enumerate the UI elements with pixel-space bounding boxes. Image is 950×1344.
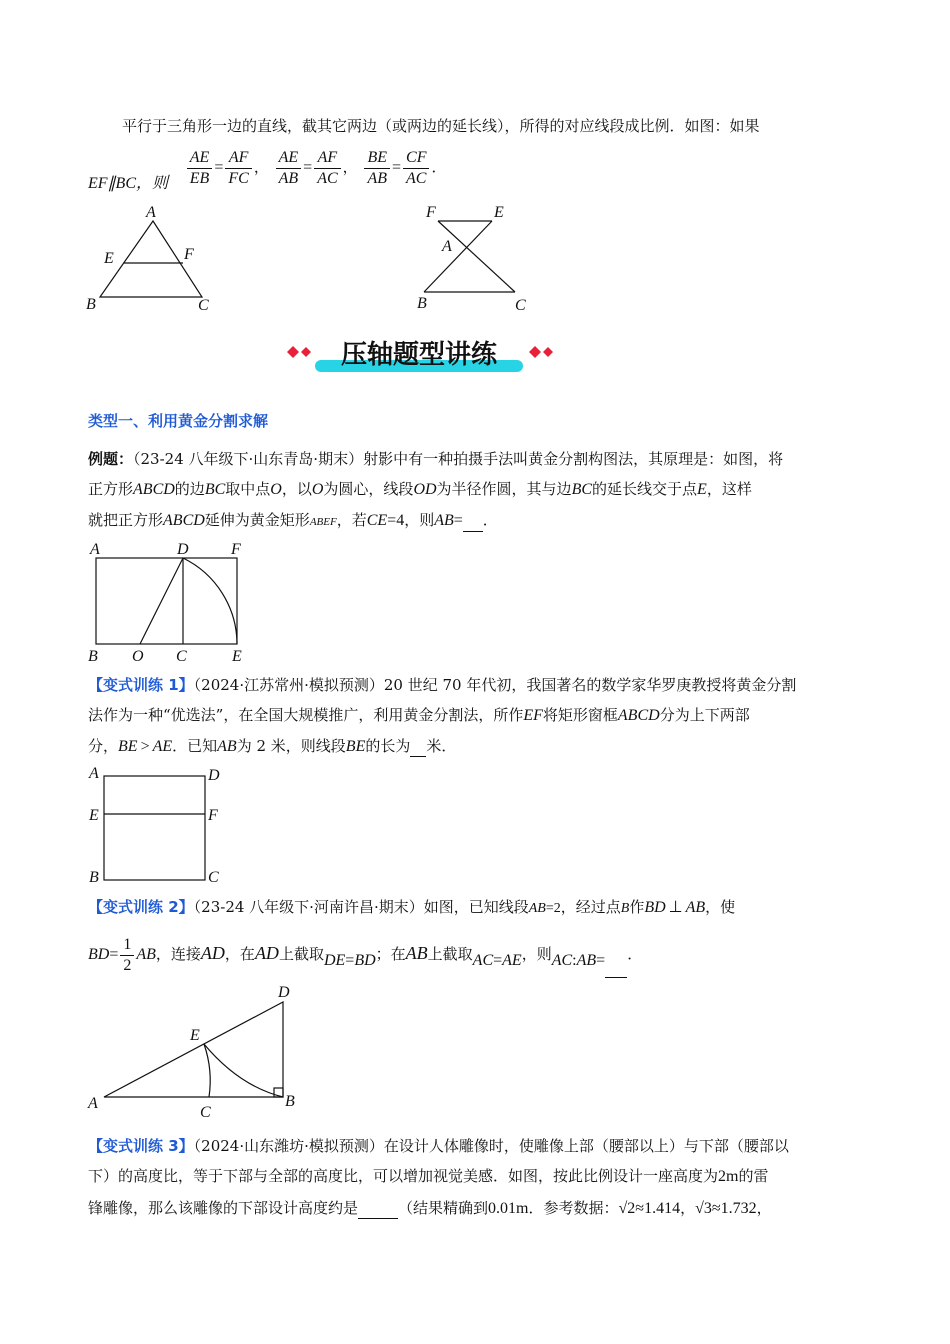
- point-label-c: C: [515, 297, 526, 314]
- example-label: 例题：: [88, 450, 134, 468]
- point-label-f: F: [208, 807, 218, 824]
- rectangle-abcd: [104, 776, 205, 880]
- segment-fc: [438, 221, 515, 292]
- point-label-c: C: [176, 648, 187, 665]
- fraction: $\frac{AE}{EB}$: [187, 148, 213, 189]
- figure-golden-rectangle: [84, 538, 254, 666]
- theorem-condition: EF∥BC，则: [88, 175, 168, 192]
- point-label-e: E: [232, 648, 242, 665]
- banner-title: 压轴题型讲练: [340, 340, 498, 370]
- diamond-left-icon: [287, 346, 311, 358]
- variant-2-label: 【变式训练 2】: [88, 898, 194, 916]
- variant-2-line-1: 【变式训练 2】（23-24 八年级下·河南许昌·期末）如图，已知线段AB=2，经过点B作BD ⊥ AB，使: [88, 898, 736, 916]
- variant-3-line-3: 锋雕像，那么该雕像的下部设计高度约是 （结果精确到0.01m．参考数据：√2≈1.414，√3≈1.732，: [88, 1199, 772, 1217]
- segment-od: [140, 558, 183, 644]
- point-label-f: F: [426, 204, 436, 221]
- example-line-2: 正方形ABCD的边BC取中点O，以O为圆心，线段OD为半径作圆，其与边BC的延长线交于点E，这样: [88, 480, 752, 498]
- variant-2-line-2: BD= $\frac{1}{2}$ AB，连接AD，在AD上截取DE=BD；在AB上截取AC=AE，则AC:AB= ．: [88, 930, 642, 976]
- variant-1-line-2: 法作为一种“优选法”，在全国大规模推广，利用黄金分割法，所作EF将矩形窗框ABCD分为上下两部: [88, 706, 750, 724]
- answer-blank: [358, 1202, 398, 1219]
- point-label-c: C: [200, 1104, 211, 1121]
- point-label-d: D: [278, 984, 290, 1001]
- triangle-abd: [104, 1002, 283, 1097]
- variant-3-line-1: 【变式训练 3】（2024·山东潍坊·模拟预测）在设计人体雕像时，使雕像上部（腰部以上）与下部（腰部以: [88, 1137, 789, 1155]
- point-label-b: B: [86, 296, 96, 313]
- answer-blank: [605, 953, 627, 978]
- example-line-1: 例题：（23-24 八年级下·山东青岛·期末）射影中有一种拍摄手法叫黄金分割构图法，其原理是：如图，将: [88, 450, 784, 468]
- figure-window-rectangle: [84, 762, 234, 890]
- point-label-c: C: [208, 869, 219, 886]
- variant-3-line-2: 下）的高度比，等于下部与全部的高度比，可以增加视觉美感．如图，按此比例设计一座高度为2m的雷: [88, 1167, 769, 1185]
- point-label-b: B: [285, 1093, 295, 1110]
- point-label-d: D: [208, 767, 220, 784]
- variant-1-line-1: 【变式训练 1】（2024·江苏常州·模拟预测）20 世纪 70 年代初，我国著名的数学家华罗庚教授将黄金分割: [88, 676, 797, 694]
- point-label-a: A: [88, 1095, 98, 1112]
- point-label-b: B: [417, 295, 427, 312]
- fraction: $\frac{CF}{AC}$: [403, 148, 429, 189]
- theorem-formula-line: $\frac{AE}{EB}$ = $\frac{AF}{FC}$ ， $\frac{AE}{AB}$ = $\frac{AF}{AC}$ ， $\frac{BE}{AB}$ = $\frac{CF}{AC}$ ．: [88, 144, 446, 190]
- point-label-e: E: [190, 1027, 200, 1044]
- segment-eb: [424, 221, 492, 292]
- figure-hourglass: [412, 200, 542, 315]
- point-label-a: A: [442, 238, 452, 255]
- arc-de: [183, 558, 237, 644]
- point-label-f: F: [184, 246, 194, 263]
- diamond-right-icon: [529, 346, 553, 358]
- fraction: $\frac{AF}{AC}$: [314, 148, 340, 189]
- point-label-e: E: [104, 250, 114, 267]
- fraction: $\frac{AF}{FC}$: [225, 148, 251, 189]
- point-label-a: A: [89, 765, 99, 782]
- fraction: $\frac{AE}{AB}$: [276, 148, 302, 189]
- fraction: $\frac{BE}{AB}$: [364, 148, 390, 189]
- variant-1-label: 【变式训练 1】: [88, 676, 194, 694]
- point-label-a: A: [90, 541, 100, 558]
- theorem-text: 平行于三角形一边的直线，截其它两边（或两边的延长线），所得的对应线段成比例．如图：如果: [122, 117, 760, 135]
- point-label-o: O: [132, 648, 144, 665]
- fraction-one-half: $\frac{1}{2}$: [120, 935, 134, 976]
- point-label-f: F: [231, 541, 241, 558]
- point-label-b: B: [88, 648, 98, 665]
- arc-ec: [204, 1044, 210, 1097]
- section-banner: [275, 330, 575, 380]
- point-label-a: A: [146, 204, 156, 221]
- point-label-e: E: [494, 204, 504, 221]
- figure-triangle-parallel: [80, 200, 230, 315]
- point-label-b: B: [89, 869, 99, 886]
- rectangle-abef: [96, 558, 237, 644]
- example-line-3: 就把正方形ABCD延伸为黄金矩形ABEF，若CE=4，则AB= ．: [88, 510, 498, 532]
- section-title: 类型一、利用黄金分割求解: [88, 412, 269, 430]
- point-label-e: E: [89, 807, 99, 824]
- point-label-d: D: [177, 541, 189, 558]
- variant-1-line-3: 分，BE > AE．已知AB为 2 米，则线段BE的长为 米．: [88, 737, 457, 755]
- figure-right-triangle: [84, 980, 304, 1122]
- answer-blank: [410, 740, 426, 757]
- point-label-c: C: [198, 297, 209, 314]
- answer-blank: [463, 515, 483, 532]
- variant-3-label: 【变式训练 3】: [88, 1137, 194, 1155]
- arc-eb: [204, 1044, 283, 1097]
